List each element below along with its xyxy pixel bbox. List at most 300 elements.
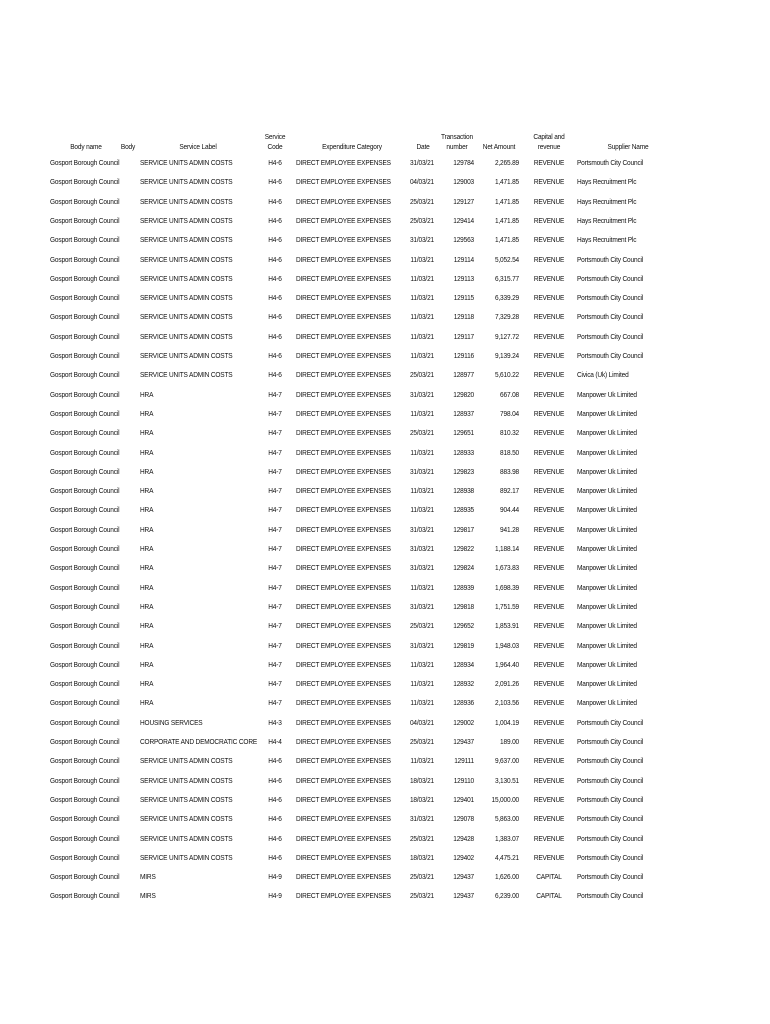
service-label-cell: HRA	[140, 640, 154, 650]
table-row	[0, 423, 770, 442]
table-row	[0, 578, 770, 597]
service-code-cell: H4-7	[268, 466, 282, 476]
body-name-cell: Gosport Borough Council	[50, 177, 120, 187]
service-code-cell: H4-4	[268, 737, 282, 746]
service-label-cell: HRA	[140, 679, 154, 689]
table-row	[0, 848, 770, 867]
service-code-cell: H4-7	[268, 698, 282, 708]
date-cell: 11/03/21	[410, 679, 434, 689]
capital-revenue-cell: REVENUE	[533, 273, 565, 283]
net-amount-cell: 1,188.14	[494, 544, 519, 553]
net-amount-cell: 1,698.39	[494, 582, 519, 592]
capital-revenue-cell: REVENUE	[533, 775, 565, 785]
transaction-cell: 129437	[453, 872, 474, 882]
net-amount-cell: 810.32	[500, 428, 519, 438]
transaction-cell: 129003	[453, 177, 474, 187]
capital-revenue-cell: CAPITAL	[536, 891, 562, 901]
supplier-cell: Portsmouth City Council	[577, 794, 644, 804]
capital-revenue-cell: REVENUE	[533, 698, 565, 708]
transaction-cell: 129113	[453, 273, 474, 283]
service-code-cell: H4-9	[268, 872, 282, 882]
supplier-cell: Manpower Uk Limited	[577, 621, 637, 631]
capital-revenue-cell: REVENUE	[533, 563, 565, 573]
net-amount-cell: 7,329.28	[494, 312, 519, 322]
service-code-cell: H4-9	[268, 891, 282, 901]
service-label-cell: SERVICE UNITS ADMIN COSTS	[140, 852, 233, 862]
body-name-cell: Gosport Borough Council	[50, 775, 120, 785]
table-row	[0, 558, 770, 577]
body-name-cell: Gosport Borough Council	[50, 254, 120, 264]
date-cell: 11/03/21	[410, 756, 434, 766]
transaction-cell: 129820	[453, 389, 474, 399]
capital-revenue-cell: REVENUE	[533, 447, 565, 457]
transaction-cell: 129784	[453, 158, 474, 167]
date-cell: 25/03/21	[409, 196, 434, 206]
table-row	[0, 346, 770, 365]
header-supplier-name: Supplier Name	[607, 142, 649, 151]
net-amount-cell: 941.28	[500, 524, 519, 534]
service-label-cell: MIRS	[140, 891, 156, 901]
service-label-cell: HRA	[140, 698, 154, 708]
service-code-cell: H4-6	[268, 331, 282, 341]
date-cell: 31/03/21	[409, 524, 434, 534]
table-row	[0, 674, 770, 693]
date-cell: 18/03/21	[409, 794, 434, 804]
table-row	[0, 751, 770, 770]
supplier-cell: Portsmouth City Council	[577, 891, 644, 901]
transaction-cell: 129437	[453, 891, 474, 901]
date-cell: 31/03/21	[409, 563, 434, 573]
service-label-cell: SERVICE UNITS ADMIN COSTS	[140, 794, 233, 804]
service-code-cell: H4-7	[268, 447, 282, 457]
header-service-label: Service Label	[179, 142, 217, 151]
body-name-cell: Gosport Borough Council	[50, 891, 120, 901]
supplier-cell: Portsmouth City Council	[577, 814, 644, 824]
body-name-cell: Gosport Borough Council	[50, 351, 120, 360]
capital-revenue-cell: REVENUE	[533, 254, 565, 264]
capital-revenue-cell: REVENUE	[533, 833, 565, 843]
service-code-cell: H4-6	[268, 833, 282, 843]
service-code-cell: H4-7	[268, 679, 282, 689]
capital-revenue-cell: REVENUE	[533, 312, 565, 322]
expenditure-cell: DIRECT EMPLOYEE EXPENSES	[296, 177, 391, 187]
service-code-cell: H4-3	[268, 717, 282, 727]
transaction-cell: 128939	[453, 582, 474, 592]
expenditure-cell: DIRECT EMPLOYEE EXPENSES	[296, 293, 391, 303]
date-cell: 25/03/21	[409, 428, 434, 438]
service-label-cell: HRA	[140, 466, 154, 476]
header-net-amount: Net Amount	[482, 142, 516, 151]
expenditure-cell: DIRECT EMPLOYEE EXPENSES	[296, 582, 391, 592]
header-capital-revenue: Capital and revenue	[533, 132, 565, 151]
service-code-cell: H4-7	[268, 524, 282, 534]
date-cell: 31/03/21	[409, 544, 434, 553]
body-name-cell: Gosport Borough Council	[50, 794, 120, 804]
service-label-cell: HRA	[140, 524, 154, 534]
capital-revenue-cell: REVENUE	[533, 601, 565, 611]
transaction-cell: 129822	[453, 544, 474, 553]
body-name-cell: Gosport Borough Council	[50, 698, 120, 708]
date-cell: 25/03/21	[409, 833, 434, 843]
capital-revenue-cell: REVENUE	[533, 852, 565, 862]
service-label-cell: HRA	[140, 659, 154, 669]
date-cell: 25/03/21	[409, 370, 434, 380]
date-cell: 31/03/21	[409, 814, 434, 824]
capital-revenue-cell: CAPITAL	[536, 872, 562, 882]
net-amount-cell: 1,383.07	[494, 833, 519, 843]
net-amount-cell: 1,471.85	[494, 196, 519, 206]
service-code-cell: H4-6	[268, 814, 282, 824]
service-code-cell: H4-6	[268, 293, 282, 303]
net-amount-cell: 5,610.22	[494, 370, 519, 380]
net-amount-cell: 6,315.77	[494, 273, 519, 283]
net-amount-cell: 2,091.26	[494, 679, 519, 689]
transaction-cell: 128932	[453, 679, 474, 689]
date-cell: 25/03/21	[409, 215, 434, 225]
table-row	[0, 192, 770, 211]
supplier-cell: Manpower Uk Limited	[577, 640, 637, 650]
table-row	[0, 867, 770, 886]
date-cell: 11/03/21	[410, 582, 434, 592]
body-name-cell: Gosport Borough Council	[50, 428, 120, 438]
capital-revenue-cell: REVENUE	[533, 640, 565, 650]
service-label-cell: SERVICE UNITS ADMIN COSTS	[140, 158, 233, 167]
body-name-cell: Gosport Borough Council	[50, 293, 120, 303]
expenditure-cell: DIRECT EMPLOYEE EXPENSES	[296, 640, 391, 650]
body-name-cell: Gosport Borough Council	[50, 814, 120, 824]
net-amount-cell: 9,637.00	[494, 756, 519, 766]
expenditure-cell: DIRECT EMPLOYEE EXPENSES	[296, 408, 391, 418]
supplier-cell: Hays Recruitment Plc	[577, 235, 637, 245]
service-label-cell: HRA	[140, 582, 154, 592]
date-cell: 31/03/21	[409, 389, 434, 399]
service-code-cell: H4-6	[268, 775, 282, 785]
service-label-cell: HRA	[140, 563, 154, 573]
expenditure-cell: DIRECT EMPLOYEE EXPENSES	[296, 756, 391, 766]
net-amount-cell: 5,863.00	[494, 814, 519, 824]
service-code-cell: H4-6	[268, 158, 282, 167]
supplier-cell: Civica (Uk) Limited	[577, 370, 629, 380]
expenditure-cell: DIRECT EMPLOYEE EXPENSES	[296, 215, 391, 225]
body-name-cell: Gosport Borough Council	[50, 486, 120, 496]
transaction-cell: 129111	[454, 756, 474, 766]
service-code-cell: H4-6	[268, 312, 282, 322]
expenditure-cell: DIRECT EMPLOYEE EXPENSES	[296, 389, 391, 399]
body-name-cell: Gosport Borough Council	[50, 312, 120, 322]
capital-revenue-cell: REVENUE	[533, 351, 565, 360]
body-name-cell: Gosport Borough Council	[50, 235, 120, 245]
service-code-cell: H4-6	[268, 177, 282, 187]
date-cell: 25/03/21	[409, 737, 434, 746]
table-row	[0, 250, 770, 269]
capital-revenue-cell: REVENUE	[533, 408, 565, 418]
transaction-cell: 129117	[453, 331, 474, 341]
expenditure-cell: DIRECT EMPLOYEE EXPENSES	[296, 717, 391, 727]
supplier-cell: Portsmouth City Council	[577, 775, 644, 785]
body-name-cell: Gosport Borough Council	[50, 524, 120, 534]
service-label-cell: SERVICE UNITS ADMIN COSTS	[140, 331, 233, 341]
service-code-cell: H4-6	[268, 196, 282, 206]
expenditure-cell: DIRECT EMPLOYEE EXPENSES	[296, 872, 391, 882]
body-name-cell: Gosport Borough Council	[50, 872, 120, 882]
body-name-cell: Gosport Borough Council	[50, 544, 120, 553]
service-code-cell: H4-7	[268, 582, 282, 592]
date-cell: 11/03/21	[410, 254, 434, 264]
service-label-cell: SERVICE UNITS ADMIN COSTS	[140, 196, 233, 206]
table-row	[0, 500, 770, 519]
capital-revenue-cell: REVENUE	[533, 737, 565, 746]
service-code-cell: H4-7	[268, 544, 282, 553]
service-label-cell: HRA	[140, 601, 154, 611]
table-row	[0, 886, 770, 905]
supplier-cell: Portsmouth City Council	[577, 351, 644, 360]
body-name-cell: Gosport Borough Council	[50, 370, 120, 380]
body-name-cell: Gosport Borough Council	[50, 621, 120, 631]
capital-revenue-cell: REVENUE	[533, 215, 565, 225]
table-row	[0, 211, 770, 230]
service-code-cell: H4-6	[268, 254, 282, 264]
supplier-cell: Portsmouth City Council	[577, 273, 644, 283]
capital-revenue-cell: REVENUE	[533, 524, 565, 534]
service-code-cell: H4-6	[268, 852, 282, 862]
transaction-cell: 129817	[453, 524, 474, 534]
service-label-cell: MIRS	[140, 872, 156, 882]
service-code-cell: H4-6	[268, 215, 282, 225]
body-name-cell: Gosport Borough Council	[50, 563, 120, 573]
body-name-cell: Gosport Borough Council	[50, 659, 120, 669]
header-date: Date	[416, 142, 430, 151]
net-amount-cell: 9,127.72	[494, 331, 519, 341]
capital-revenue-cell: REVENUE	[533, 794, 565, 804]
expenditure-cell: DIRECT EMPLOYEE EXPENSES	[296, 737, 391, 746]
transaction-cell: 129823	[453, 466, 474, 476]
expenditure-cell: DIRECT EMPLOYEE EXPENSES	[296, 235, 391, 245]
net-amount-cell: 2,265.89	[494, 158, 519, 167]
service-label-cell: SERVICE UNITS ADMIN COSTS	[140, 273, 233, 283]
transaction-cell: 129428	[453, 833, 474, 843]
transaction-cell: 129402	[453, 852, 474, 862]
capital-revenue-cell: REVENUE	[533, 177, 565, 187]
date-cell: 18/03/21	[409, 775, 434, 785]
body-name-cell: Gosport Borough Council	[50, 717, 120, 727]
service-label-cell: SERVICE UNITS ADMIN COSTS	[140, 293, 233, 303]
service-label-cell: SERVICE UNITS ADMIN COSTS	[140, 370, 233, 380]
supplier-cell: Manpower Uk Limited	[577, 524, 637, 534]
date-cell: 31/03/21	[409, 158, 434, 167]
expenditure-cell: DIRECT EMPLOYEE EXPENSES	[296, 447, 391, 457]
table-row	[0, 307, 770, 326]
transaction-cell: 129437	[453, 737, 474, 746]
expenditure-cell: DIRECT EMPLOYEE EXPENSES	[296, 563, 391, 573]
transaction-cell: 129078	[453, 814, 474, 824]
table-row	[0, 636, 770, 655]
header-body-name: Body name	[70, 142, 102, 151]
service-label-cell: HRA	[140, 505, 154, 515]
net-amount-cell: 2,103.56	[494, 698, 519, 708]
transaction-cell: 128935	[453, 505, 474, 515]
expenditure-cell: DIRECT EMPLOYEE EXPENSES	[296, 312, 391, 322]
capital-revenue-cell: REVENUE	[533, 582, 565, 592]
table-row	[0, 481, 770, 500]
table-row	[0, 288, 770, 307]
header-expenditure-category: Expenditure Category	[322, 142, 382, 151]
expenditure-cell: DIRECT EMPLOYEE EXPENSES	[296, 466, 391, 476]
table-row	[0, 809, 770, 828]
supplier-cell: Manpower Uk Limited	[577, 544, 637, 553]
body-name-cell: Gosport Borough Council	[50, 852, 120, 862]
service-code-cell: H4-7	[268, 428, 282, 438]
service-code-cell: H4-7	[268, 640, 282, 650]
net-amount-cell: 15,000.00	[491, 794, 519, 804]
expenditure-cell: DIRECT EMPLOYEE EXPENSES	[296, 254, 391, 264]
net-amount-cell: 189.00	[500, 737, 519, 746]
service-label-cell: SERVICE UNITS ADMIN COSTS	[140, 254, 233, 264]
service-code-cell: H4-6	[268, 235, 282, 245]
net-amount-cell: 5,052.54	[494, 254, 519, 264]
service-label-cell: HRA	[140, 408, 154, 418]
table-row	[0, 404, 770, 423]
body-name-cell: Gosport Borough Council	[50, 215, 120, 225]
date-cell: 31/03/21	[409, 640, 434, 650]
service-label-cell: SERVICE UNITS ADMIN COSTS	[140, 215, 233, 225]
service-code-cell: H4-7	[268, 621, 282, 631]
date-cell: 25/03/21	[409, 872, 434, 882]
supplier-cell: Manpower Uk Limited	[577, 447, 637, 457]
supplier-cell: Manpower Uk Limited	[577, 563, 637, 573]
expenditure-cell: DIRECT EMPLOYEE EXPENSES	[296, 351, 391, 360]
body-name-cell: Gosport Borough Council	[50, 640, 120, 650]
body-name-cell: Gosport Borough Council	[50, 196, 120, 206]
service-code-cell: H4-7	[268, 601, 282, 611]
body-name-cell: Gosport Borough Council	[50, 331, 120, 341]
transaction-cell: 129651	[453, 428, 474, 438]
table-row	[0, 539, 770, 558]
transaction-cell: 129002	[453, 717, 474, 727]
net-amount-cell: 1,751.59	[494, 601, 519, 611]
transaction-cell: 129824	[453, 563, 474, 573]
capital-revenue-cell: REVENUE	[533, 621, 565, 631]
capital-revenue-cell: REVENUE	[533, 659, 565, 669]
header-service-code: Service Code	[264, 132, 286, 151]
capital-revenue-cell: REVENUE	[533, 158, 565, 167]
expenditure-cell: DIRECT EMPLOYEE EXPENSES	[296, 852, 391, 862]
table-row	[0, 829, 770, 848]
body-name-cell: Gosport Borough Council	[50, 158, 120, 167]
net-amount-cell: 3,130.51	[494, 775, 519, 785]
body-name-cell: Gosport Borough Council	[50, 273, 120, 283]
capital-revenue-cell: REVENUE	[533, 331, 565, 341]
service-code-cell: H4-6	[268, 756, 282, 766]
supplier-cell: Hays Recruitment Plc	[577, 215, 637, 225]
date-cell: 11/03/21	[410, 293, 434, 303]
service-code-cell: H4-6	[268, 351, 282, 360]
date-cell: 11/03/21	[410, 312, 434, 322]
header-body: Body	[120, 142, 136, 151]
service-label-cell: SERVICE UNITS ADMIN COSTS	[140, 351, 233, 360]
body-name-cell: Gosport Borough Council	[50, 389, 120, 399]
body-name-cell: Gosport Borough Council	[50, 582, 120, 592]
capital-revenue-cell: REVENUE	[533, 428, 565, 438]
net-amount-cell: 904.44	[500, 505, 519, 515]
supplier-cell: Portsmouth City Council	[577, 852, 644, 862]
net-amount-cell: 1,964.40	[494, 659, 519, 669]
net-amount-cell: 6,239.00	[494, 891, 519, 901]
supplier-cell: Portsmouth City Council	[577, 293, 644, 303]
date-cell: 11/03/21	[410, 505, 434, 515]
expenditure-cell: DIRECT EMPLOYEE EXPENSES	[296, 428, 391, 438]
transaction-cell: 128937	[453, 408, 474, 418]
transaction-cell: 129414	[453, 215, 474, 225]
service-code-cell: H4-7	[268, 389, 282, 399]
net-amount-cell: 1,471.85	[494, 177, 519, 187]
supplier-cell: Portsmouth City Council	[577, 872, 644, 882]
supplier-cell: Portsmouth City Council	[577, 737, 644, 746]
table-row	[0, 385, 770, 404]
supplier-cell: Manpower Uk Limited	[577, 505, 637, 515]
body-name-cell: Gosport Borough Council	[50, 737, 120, 746]
service-label-cell: HRA	[140, 544, 154, 553]
net-amount-cell: 1,471.85	[494, 215, 519, 225]
capital-revenue-cell: REVENUE	[533, 466, 565, 476]
date-cell: 25/03/21	[409, 621, 434, 631]
table-row	[0, 153, 770, 172]
capital-revenue-cell: REVENUE	[533, 370, 565, 380]
expenditure-cell: DIRECT EMPLOYEE EXPENSES	[296, 486, 391, 496]
transaction-cell: 129116	[453, 351, 474, 360]
expenditure-cell: DIRECT EMPLOYEE EXPENSES	[296, 679, 391, 689]
table-row	[0, 693, 770, 712]
service-code-cell: H4-6	[268, 794, 282, 804]
expenditure-cell: DIRECT EMPLOYEE EXPENSES	[296, 196, 391, 206]
service-code-cell: H4-7	[268, 408, 282, 418]
supplier-cell: Portsmouth City Council	[577, 833, 644, 843]
transaction-cell: 129118	[453, 312, 474, 322]
date-cell: 11/03/21	[410, 447, 434, 457]
table-row	[0, 327, 770, 346]
expenditure-cell: DIRECT EMPLOYEE EXPENSES	[296, 524, 391, 534]
service-label-cell: SERVICE UNITS ADMIN COSTS	[140, 756, 233, 766]
expenditure-cell: DIRECT EMPLOYEE EXPENSES	[296, 794, 391, 804]
transaction-cell: 129563	[453, 235, 474, 245]
service-label-cell: HRA	[140, 389, 154, 399]
supplier-cell: Portsmouth City Council	[577, 254, 644, 264]
supplier-cell: Manpower Uk Limited	[577, 698, 637, 708]
body-name-cell: Gosport Borough Council	[50, 601, 120, 611]
table-row	[0, 443, 770, 462]
body-name-cell: Gosport Borough Council	[50, 466, 120, 476]
date-cell: 31/03/21	[409, 601, 434, 611]
transaction-cell: 128938	[453, 486, 474, 496]
body-name-cell: Gosport Borough Council	[50, 679, 120, 689]
supplier-cell: Hays Recruitment Plc	[577, 177, 637, 187]
expenditure-cell: DIRECT EMPLOYEE EXPENSES	[296, 814, 391, 824]
date-cell: 04/03/21	[409, 177, 434, 187]
transaction-cell: 129114	[453, 254, 474, 264]
table-row	[0, 616, 770, 635]
supplier-cell: Manpower Uk Limited	[577, 428, 637, 438]
table-row	[0, 520, 770, 539]
transaction-cell: 129818	[453, 601, 474, 611]
net-amount-cell: 1,948.03	[494, 640, 519, 650]
expenditure-cell: DIRECT EMPLOYEE EXPENSES	[296, 833, 391, 843]
service-label-cell: SERVICE UNITS ADMIN COSTS	[140, 235, 233, 245]
table-row	[0, 655, 770, 674]
date-cell: 11/03/21	[410, 351, 434, 360]
net-amount-cell: 1,471.85	[494, 235, 519, 245]
transaction-cell: 128933	[453, 447, 474, 457]
date-cell: 25/03/21	[409, 891, 434, 901]
table-row	[0, 365, 770, 384]
